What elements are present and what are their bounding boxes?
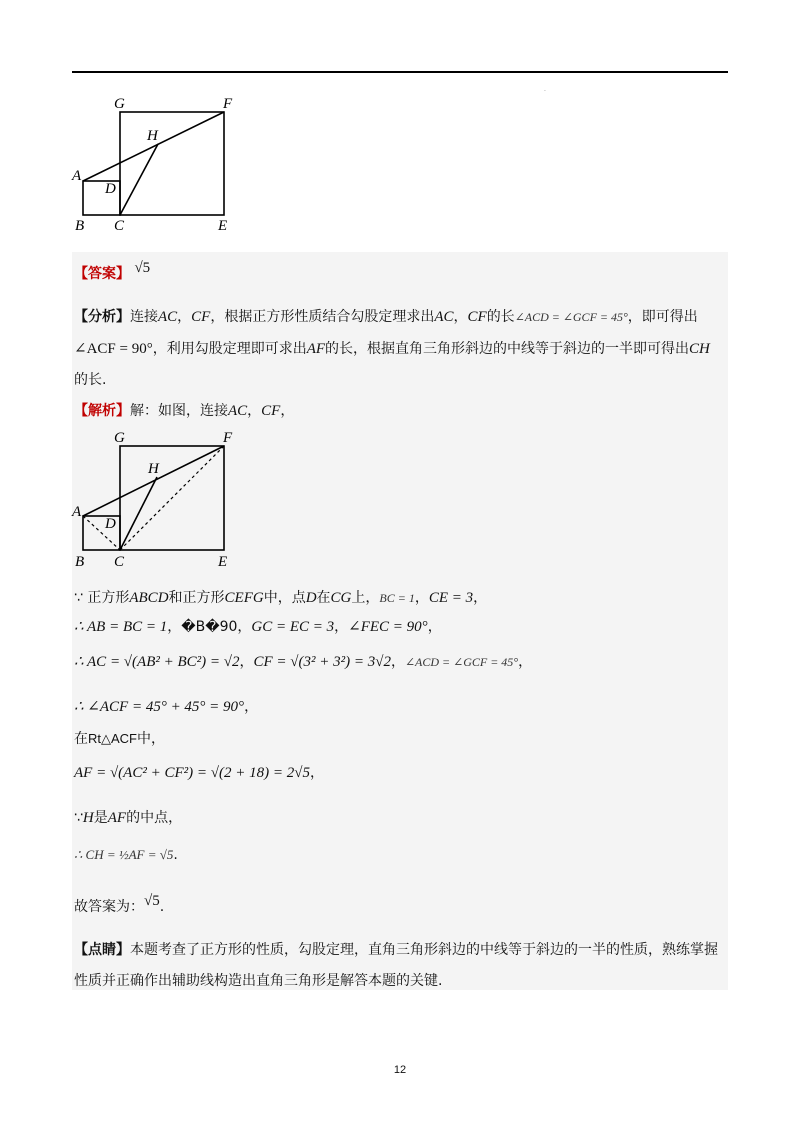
solution-step-8: ∴ CH = ½AF = √5. [74, 847, 178, 863]
label-h: H [147, 128, 158, 144]
label-f-2: F [223, 430, 233, 446]
label-b-2: B [75, 554, 85, 570]
solution-step-5: 在Rt△ACF中， [74, 731, 165, 747]
comment-tag: 【点睛】 [74, 942, 130, 958]
solution-final: 故答案为：√5. [74, 893, 165, 915]
header-dot: . [544, 86, 546, 93]
analysis-line-2: ∠ACF = 90°，利用勾股定理即可求出AF的长，根据直角三角形斜边的中线等于斜边的一半即可得出CH [74, 341, 710, 357]
solution-step-4: ∴ ∠ACF = 45° + 45° = 90°， [74, 699, 259, 715]
figure-squares-auxiliary [70, 426, 260, 574]
label-f: F [223, 96, 233, 112]
header-rule [72, 71, 728, 73]
label-g: G [114, 96, 125, 112]
label-a: A [72, 168, 82, 184]
answer-value: √5 [134, 260, 151, 276]
label-g-2: G [114, 430, 125, 446]
analysis-line-3: 的长. [74, 372, 107, 388]
page-number: 12 [393, 1064, 407, 1076]
solution-step-6: AF = √(AC² + CF²) = √(2 + 18) = 2√5， [74, 765, 324, 781]
segment-af [83, 112, 224, 181]
solution-tag: 【解析】 [74, 403, 130, 419]
label-d: D [105, 181, 116, 197]
label-e-2: E [218, 554, 228, 570]
label-d-2: D [105, 516, 116, 532]
square-cefg [120, 112, 224, 215]
label-c: C [114, 218, 125, 234]
answer-tag: 【答案】 [74, 266, 130, 282]
solution-step-3: ∴ AC = √(AB² + BC²) = √2，CF = √(3² + 3²) = 3√2，∠ACD = ∠GCF = 45°， [74, 654, 533, 670]
solution-step-1: ∵ 正方形ABCD和正方形CEFG中，点D在CG上，BC = 1，CE = 3， [74, 590, 488, 606]
solution-step-2: ∴ AB = BC = 1，�B�90，GC = EC = 3，∠FEC = 90°， [74, 619, 442, 635]
label-a-2: A [72, 504, 82, 520]
segment-af-2 [83, 446, 224, 516]
label-h-2: H [148, 461, 159, 477]
answer-line [74, 260, 151, 284]
label-c-2: C [114, 554, 125, 570]
analysis-line-1: 【分析】连接AC，CF，根据正方形性质结合勾股定理求出AC，CF的长∠ACD = ∠GCF = 45°，即可得出 [74, 309, 698, 325]
label-b: B [75, 218, 85, 234]
comment-line-2: 性质并正确作出辅助线构造出直角三角形是解答本题的关键. [74, 973, 443, 989]
comment-line-1: 【点睛】本题考查了正方形的性质，勾股定理，直角三角形斜边的中线等于斜边的一半的性质，熟练掌握 [74, 942, 718, 958]
segment-cf-dashed [120, 446, 224, 550]
solution-step-7: ∵H是AF的中点， [74, 810, 183, 826]
label-e: E [218, 218, 228, 234]
analysis-tag: 【分析】 [74, 309, 130, 325]
figure-squares [70, 92, 260, 242]
solution-intro: 【解析】解：如图，连接AC，CF， [74, 403, 295, 419]
segment-ch [120, 144, 158, 215]
